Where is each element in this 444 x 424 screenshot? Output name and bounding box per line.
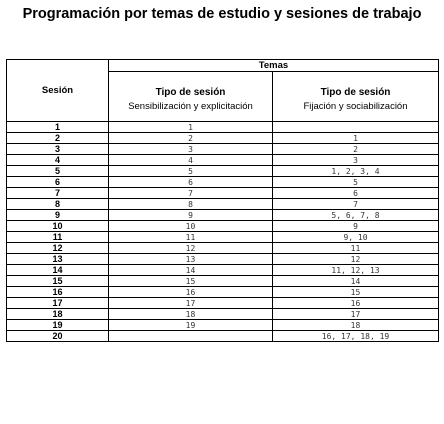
cell-sesion: 14 (7, 265, 109, 276)
cell-fijacion: 1 (273, 133, 439, 144)
cell-sensibilizacion: 17 (109, 298, 273, 309)
table-row (7, 210, 439, 221)
cell-sesion: 7 (7, 188, 109, 199)
cell-fijacion: 17 (273, 309, 439, 320)
table-row (7, 221, 439, 232)
cell-fijacion: 15 (273, 287, 439, 298)
cell-sensibilizacion: 6 (109, 177, 273, 188)
cell-sesion: 18 (7, 309, 109, 320)
cell-sensibilizacion: 11 (109, 232, 273, 243)
cell-sesion: 11 (7, 232, 109, 243)
cell-fijacion: 16, 17, 18, 19 (273, 331, 439, 342)
cell-fijacion: 1, 2, 3, 4 (273, 166, 439, 177)
cell-fijacion (273, 122, 439, 133)
cell-fijacion: 5 (273, 177, 439, 188)
header-temas: Temas (109, 60, 439, 72)
table-row (7, 133, 439, 144)
cell-sensibilizacion: 3 (109, 144, 273, 155)
table-row (7, 254, 439, 265)
cell-sesion: 19 (7, 320, 109, 331)
cell-sesion: 6 (7, 177, 109, 188)
cell-sensibilizacion: 19 (109, 320, 273, 331)
table-row (7, 320, 439, 331)
cell-fijacion: 14 (273, 276, 439, 287)
table-row (7, 298, 439, 309)
cell-sensibilizacion: 14 (109, 265, 273, 276)
cell-sesion: 8 (7, 199, 109, 210)
cell-fijacion: 9 (273, 221, 439, 232)
cell-sesion: 3 (7, 144, 109, 155)
cell-sensibilizacion: 13 (109, 254, 273, 265)
cell-sesion: 1 (7, 122, 109, 133)
table-row (7, 232, 439, 243)
cell-fijacion: 12 (273, 254, 439, 265)
cell-sensibilizacion: 16 (109, 287, 273, 298)
table-row (7, 144, 439, 155)
cell-sensibilizacion: 5 (109, 166, 273, 177)
cell-fijacion: 2 (273, 144, 439, 155)
cell-sesion: 15 (7, 276, 109, 287)
cell-sensibilizacion: 1 (109, 122, 273, 133)
header-sesion: Sesión (7, 60, 109, 122)
cell-sensibilizacion: 9 (109, 210, 273, 221)
cell-sesion: 9 (7, 210, 109, 221)
cell-fijacion: 9, 10 (273, 232, 439, 243)
type-desc-fijacion: Fijación y sociabilización (303, 100, 408, 112)
type-desc-sensibilizacion: Sensibilización y explicitación (128, 100, 253, 112)
cell-sensibilizacion: 4 (109, 155, 273, 166)
cell-sesion: 12 (7, 243, 109, 254)
page-title: Programación por temas de estudio y sesiones de trabajo (22, 6, 422, 22)
header-type-fijacion (273, 72, 439, 122)
table-row (7, 309, 439, 320)
cell-fijacion: 7 (273, 199, 439, 210)
table-row (7, 276, 439, 287)
table-row (7, 122, 439, 133)
cell-sesion: 2 (7, 133, 109, 144)
cell-sensibilizacion: 2 (109, 133, 273, 144)
cell-sesion: 20 (7, 331, 109, 342)
cell-sesion: 10 (7, 221, 109, 232)
table-row (7, 243, 439, 254)
cell-sensibilizacion: 15 (109, 276, 273, 287)
type-label-sensibilizacion: Tipo de sesión (155, 86, 226, 98)
cell-fijacion: 16 (273, 298, 439, 309)
cell-fijacion: 6 (273, 188, 439, 199)
cell-sesion: 17 (7, 298, 109, 309)
cell-sensibilizacion: 7 (109, 188, 273, 199)
cell-fijacion: 3 (273, 155, 439, 166)
cell-sesion: 13 (7, 254, 109, 265)
table-row (7, 177, 439, 188)
cell-fijacion: 18 (273, 320, 439, 331)
table-row (7, 166, 439, 177)
table-row (7, 188, 439, 199)
cell-sensibilizacion (109, 331, 273, 342)
cell-fijacion: 5, 6, 7, 8 (273, 210, 439, 221)
type-label-fijacion: Tipo de sesión (320, 86, 391, 98)
cell-sensibilizacion: 18 (109, 309, 273, 320)
schedule-table (6, 59, 439, 342)
schedule-rows (7, 122, 439, 342)
cell-sensibilizacion: 12 (109, 243, 273, 254)
table-row (7, 331, 439, 342)
cell-sensibilizacion: 8 (109, 199, 273, 210)
cell-fijacion: 11, 12, 13 (273, 265, 439, 276)
cell-sesion: 16 (7, 287, 109, 298)
table-row (7, 287, 439, 298)
header-row-top (7, 60, 439, 72)
cell-fijacion: 11 (273, 243, 439, 254)
table-row (7, 265, 439, 276)
table-row (7, 199, 439, 210)
cell-sensibilizacion: 10 (109, 221, 273, 232)
header-type-sensibilizacion (109, 72, 273, 122)
cell-sesion: 5 (7, 166, 109, 177)
table-row (7, 155, 439, 166)
cell-sesion: 4 (7, 155, 109, 166)
